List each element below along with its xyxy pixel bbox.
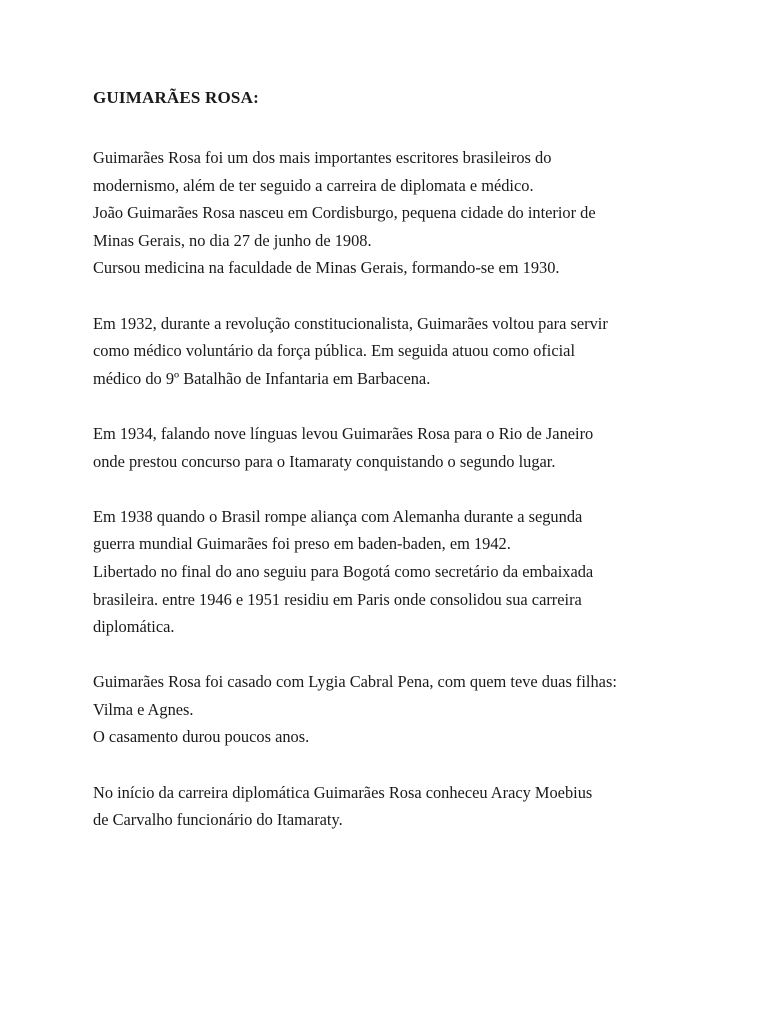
text-line: Em 1934, falando nove línguas levou Guimarães Rosa para o Rio de Janeiro [93,423,594,443]
text-line: diplomática. [93,617,175,637]
text-line: Em 1932, durante a revolução constitucionalista, Guimarães voltou para servir [93,313,608,333]
text-line: Guimarães Rosa foi um dos mais importantes escritores brasileiros do [93,148,552,167]
text-line: brasileira. entre 1946 e 1951 residiu em Paris onde consolidou sua carreira [93,589,582,609]
paragraph-1 [93,144,693,282]
text-line: Cursou medicina na faculdade de Minas Gerais, formando-se em 1930. [93,258,560,278]
text-line: Em 1938 quando o Brasil rompe aliança com Alemanha durante a segunda [93,506,583,526]
paragraph-3 [93,420,693,475]
paragraph-5 [93,668,693,751]
text-line: Libertado no final do ano seguiu para Bogotá como secretário da embaixada [93,561,594,581]
text-line: guerra mundial Guimarães foi preso em baden-baden, em 1942. [93,534,511,554]
text-line: No início da carreira diplomática Guimarães Rosa conheceu Aracy Moebius [93,782,593,802]
text-line: João Guimarães Rosa nasceu em Cordisburgo, pequena cidade do interior de [93,203,596,223]
paragraph-6 [93,779,693,834]
paragraph-4 [93,503,693,641]
document-page [93,84,693,861]
text-line: onde prestou concurso para o Itamaraty conquistando o segundo lugar. [93,451,556,471]
text-line: Guimarães Rosa foi casado com Lygia Cabral Pena, com quem teve duas filhas: [93,672,617,692]
text-line: de Carvalho funcionário do Itamaraty. [93,810,343,830]
paragraph-2 [93,310,693,393]
text-line: modernismo, além de ter seguido a carreira de diplomata e médico. [93,175,534,195]
text-line: como médico voluntário da força pública. Em seguida atuou como oficial [93,341,576,361]
text-line: Vilma e Agnes. [93,699,194,719]
document-title: GUIMARÃES ROSA: [93,88,259,107]
text-line: Minas Gerais, no dia 27 de junho de 1908. [93,230,372,250]
text-line: O casamento durou poucos anos. [93,727,310,747]
text-line: médico do 9º Batalhão de Infantaria em Barbacena. [93,368,431,388]
